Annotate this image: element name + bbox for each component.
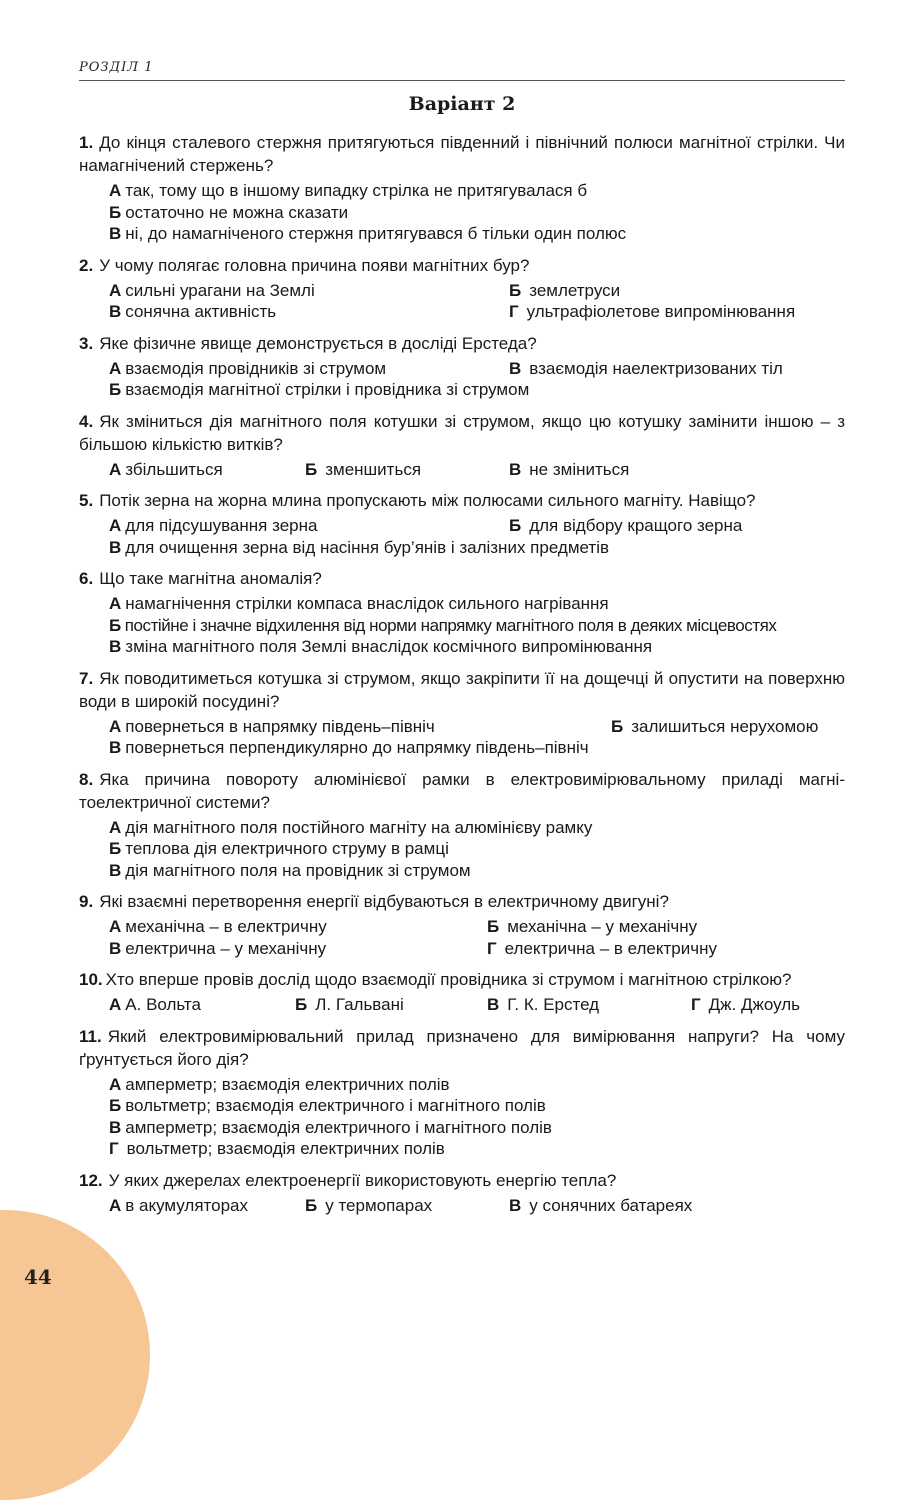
question-stem [79,332,845,355]
option-row [79,202,845,224]
question-text: До кінця сталевого стержня притягуються південний і північний полюси магнітної стрілки. Чи намагнічений стержень? [79,133,845,175]
question-stem [79,768,845,814]
running-header [79,58,845,81]
question-stem [79,667,845,713]
option-a: А механічна – в електричну [109,917,327,936]
option-b: Б зменшиться [305,459,422,479]
option-a: А збільшиться [109,459,223,479]
question-stem [79,489,845,512]
option-row [79,636,845,658]
question-list [79,131,845,1225]
option-row [79,358,845,380]
question-12 [79,1169,845,1217]
page-number: 44 [24,1265,52,1289]
question-text: У яких джерелах електроенергії використовують енергію тепла? [108,1170,617,1190]
option-v: В дія магнітного поля на провідник зі струмом [109,860,471,880]
question-stem [79,410,845,456]
option-a: А в акумуляторах [109,1195,249,1215]
option-g: Г вольтметр; взаємодія електричних полів [109,1139,445,1158]
option-v: В у сонячних батареях [509,1195,693,1215]
option-b: Б Л. Гальвані [295,995,404,1014]
option-row [79,1195,845,1217]
question-3 [79,332,845,401]
question-text: Як поводитиметься котушка зі струмом, якщо закріпити її на дощечці й опустити на поверхню води в широкій посудині? [79,668,845,711]
question-number: 1. [79,133,94,152]
question-number: 3. [79,333,94,353]
question-text: Які взаємні перетворення енергії відбуваються в електричному двигуні? [99,892,669,911]
option-row [79,537,845,559]
question-number: 2. [79,255,94,275]
option-v: В електрична – у механічну [109,938,327,958]
option-b: Б взаємодія магнітної стрілки і провідника зі струмом [109,380,530,399]
question-number: 6. [79,569,94,588]
question-number: 12. [79,1170,103,1190]
question-7 [79,667,845,759]
question-5 [79,489,845,558]
question-stem [79,1025,845,1071]
option-b: Б механічна – у механічну [487,917,698,936]
option-a: А повернеться в напрямку південь–північ [109,716,435,736]
question-number: 4. [79,411,94,431]
question-number: 7. [79,668,94,688]
option-row [79,180,845,202]
question-stem [79,254,845,277]
question-text: Хто вперше провів дослід щодо взаємодії провідника зі струмом і магнітною стрілкою? [105,970,792,989]
option-row [79,817,845,839]
option-row [79,737,845,759]
option-b: Б теплова дія електричного струму в рамці [109,839,449,858]
question-stem [79,567,845,590]
option-a: А А. Вольта [109,995,201,1014]
question-10 [79,968,845,1016]
option-row [79,301,845,323]
option-row [79,860,845,882]
option-row [79,459,845,481]
option-row [79,223,845,245]
question-text: Який електровимірювальний прилад призначено для вимірювання напруги? На чому ґрунтується його дія? [79,1026,845,1069]
option-row [79,1138,845,1160]
option-a: А намагнічення стрілки компаса внаслідок сильного нагрівання [109,594,609,613]
option-row [79,280,845,302]
option-b: Б остаточно не можна сказати [109,202,349,222]
option-g: Г ультрафіолетове випромінювання [509,302,796,321]
question-text: Яка причина повороту алюмінієвої рамки в електровимірювальному приладі магнітоелектричної системи? [79,769,845,812]
question-number: 10. [79,970,103,989]
option-b: Б вольтметр; взаємодія електричного і магнітного полів [109,1096,546,1115]
option-row [79,1074,845,1096]
question-text: У чому полягає головна причина появи магнітних бур? [99,255,530,275]
option-row [79,515,845,537]
option-g: Г електрична – в електричну [487,938,717,958]
question-number: 11. [79,1026,102,1046]
question-text: Потік зерна на жорна млина пропускають між полюсами сильного магніту. Навіщо? [99,491,756,510]
section-label: РОЗДІЛ 1 [79,60,154,75]
question-11 [79,1025,845,1160]
option-v: В сонячна активність [109,302,277,321]
question-2 [79,254,845,323]
option-row [79,593,845,615]
option-v: В повернеться перпендикулярно до напрямку південь–північ [109,738,589,757]
option-row [79,938,845,960]
question-number: 5. [79,491,94,510]
option-row [79,994,845,1016]
option-b: Б постійне і значне відхилення від норми напрямку магнітного поля в деяких місцевостях [109,615,777,635]
question-number: 9. [79,892,94,911]
option-v: В взаємодія наелектризованих тіл [509,358,783,378]
option-a: А так, тому що в іншому випадку стрілка не притягувалася б [109,181,588,200]
question-8 [79,768,845,882]
option-v: В не зміниться [509,459,630,479]
option-b: Б залишиться нерухомою [611,716,819,736]
question-stem [79,1169,845,1192]
question-stem [79,968,845,991]
option-b: Б у термопарах [305,1195,433,1215]
option-a: А амперметр; взаємодія електричних полів [109,1074,450,1094]
option-v: В амперметр; взаємодія електричного і магнітного полів [109,1117,552,1137]
corner-decoration [0,1210,150,1500]
option-row [79,838,845,860]
option-row [79,716,845,738]
option-row [79,379,845,401]
question-number: 8. [79,769,94,789]
option-row [79,1095,845,1117]
page-title: Варіант 2 [408,93,516,115]
question-9 [79,890,845,959]
option-a: А взаємодія провідників зі струмом [109,358,387,378]
question-text: Яке фізичне явище демонструється в досліді Ерстеда? [99,333,537,353]
option-a: А для підсушування зерна [109,516,318,535]
option-g: Г Дж. Джоуль [691,995,801,1014]
question-4 [79,410,845,481]
option-b: Б для відбору кращого зерна [509,516,743,535]
question-text: Що таке магнітна аномалія? [99,569,322,588]
option-v: В Г. К. Ерстед [487,995,600,1014]
option-v: В зміна магнітного поля Землі внаслідок космічного випромінювання [109,637,653,656]
option-row [79,916,845,938]
question-stem [79,131,845,177]
option-v: В ні, до намагніченого стержня притягувався б тільки один полюс [109,224,627,243]
option-v: В для очищення зерна від насіння бур’янів і залізних предметів [109,537,610,557]
option-a: А дія магнітного поля постійного магніту на алюмінієву рамку [109,817,593,837]
option-row [79,615,845,637]
option-row [79,1117,845,1139]
option-a: А сильні урагани на Землі [109,280,315,300]
question-6 [79,567,845,658]
option-b: Б землетруси [509,280,621,300]
question-text: Як зміниться дія магнітного поля котушки зі струмом, якщо цю котушку замінити іншою – з більшою кількістю витків? [79,411,845,454]
question-stem [79,890,845,913]
question-1 [79,131,845,245]
